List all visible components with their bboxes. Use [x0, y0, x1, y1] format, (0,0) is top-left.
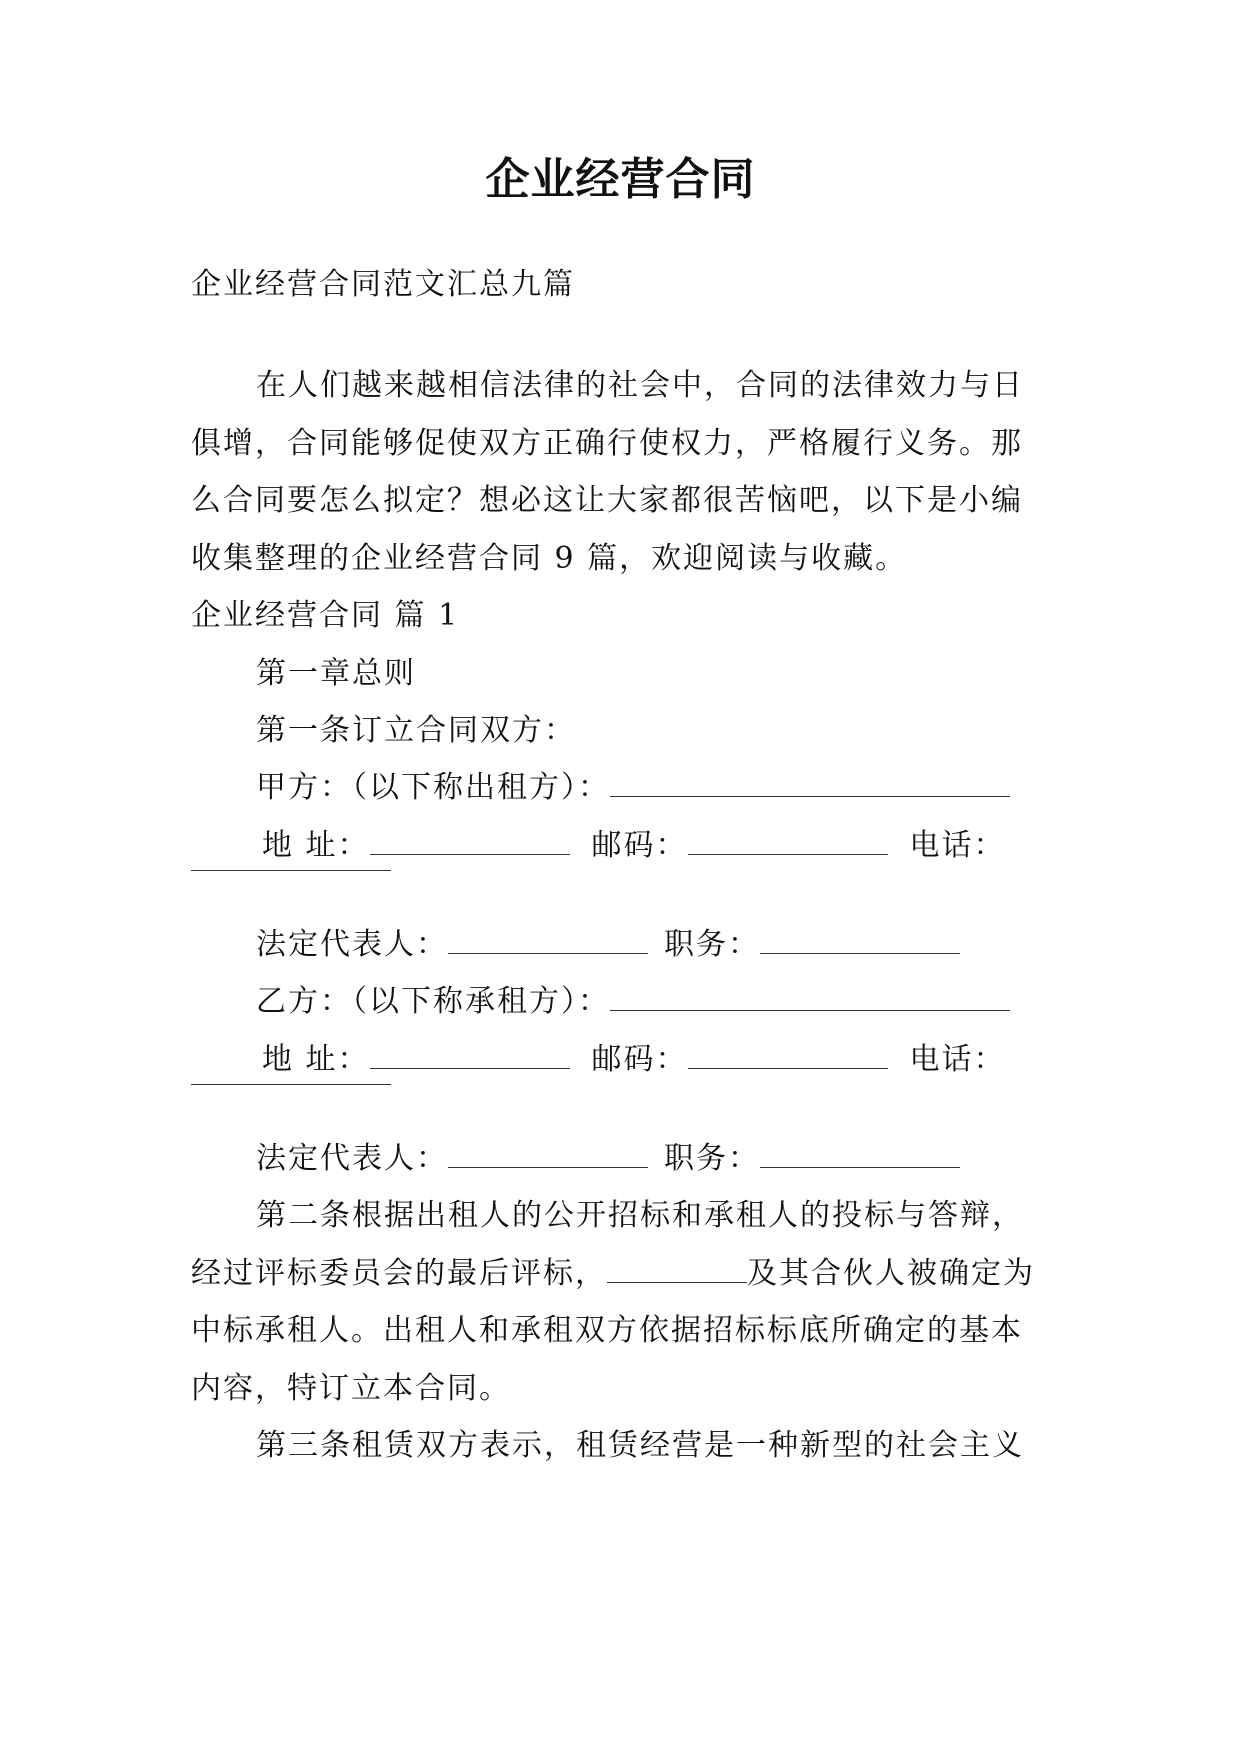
party-a-postcode-blank — [688, 828, 888, 855]
page-title: 企业经营合同 — [485, 154, 756, 205]
party-a-phone-label: 电话： — [909, 828, 1006, 863]
intro-line-4: 收集整理的企业经营合同 9 篇，欢迎阅读与收藏。 — [191, 541, 908, 576]
article-2-pre: 经过评标委员会的最后评标， — [191, 1256, 607, 1291]
section-heading: 企业经营合同 篇 1 — [191, 598, 460, 633]
party-a-postcode-label: 邮码： — [591, 828, 688, 863]
article-2-post: 及其合伙人被确定为 — [747, 1256, 1035, 1291]
party-b-postcode-blank — [688, 1042, 888, 1069]
party-b-label: 乙方：（以下称承租方）： — [256, 984, 610, 1019]
party-b-postcode-label: 邮码： — [591, 1042, 688, 1077]
party-a-address-blank — [370, 828, 570, 855]
party-b-rep-label: 法定代表人： — [256, 1141, 448, 1176]
article-2-line-3: 中标承租人。出租人和承租双方依据招标标底所确定的基本 — [191, 1313, 1023, 1348]
chapter-heading: 第一章总则 — [256, 656, 416, 691]
party-a-label: 甲方：（以下称出租方）： — [256, 770, 610, 805]
party-a-rep-blank — [448, 927, 648, 954]
article-2-line-4: 内容，特订立本合同。 — [191, 1371, 511, 1406]
winner-name-blank — [607, 1256, 747, 1283]
party-b-position-blank — [760, 1141, 960, 1168]
article-1: 第一条订立合同双方： — [256, 713, 576, 748]
intro-line-2: 俱增，合同能够促使双方正确行使权力，严格履行义务。那 — [191, 426, 1023, 461]
party-b-line — [256, 982, 1010, 1022]
party-b-rep-line — [256, 1139, 960, 1179]
party-b-position-label: 职务： — [664, 1141, 760, 1176]
party-b-address-blank — [370, 1042, 570, 1069]
party-a-contact-line — [262, 826, 1006, 866]
article-2-line-1: 第二条根据出租人的公开招标和承租人的投标与答辩， — [256, 1198, 1024, 1233]
document-subtitle: 企业经营合同范文汇总九篇 — [191, 267, 575, 302]
party-a-rep-line — [256, 925, 960, 965]
party-b-phone-blank — [191, 1084, 391, 1085]
party-a-address-label: 地 址： — [262, 828, 370, 863]
party-a-position-label: 职务： — [664, 927, 760, 962]
party-b-blank — [610, 984, 1010, 1011]
party-a-position-blank — [760, 927, 960, 954]
article-3-line-1: 第三条租赁双方表示，租赁经营是一种新型的社会主义 — [256, 1428, 1024, 1463]
intro-line-3: 么合同要怎么拟定？想必这让大家都很苦恼吧，以下是小编 — [191, 483, 1023, 518]
party-b-rep-blank — [448, 1141, 648, 1168]
intro-line-1: 在人们越来越相信法律的社会中，合同的法律效力与日 — [256, 368, 1024, 403]
party-b-phone-label: 电话： — [909, 1042, 1006, 1077]
party-a-rep-label: 法定代表人： — [256, 927, 448, 962]
party-a-line — [256, 768, 1010, 808]
party-b-contact-line — [262, 1040, 1006, 1080]
party-b-address-label: 地 址： — [262, 1042, 370, 1077]
party-a-phone-blank — [191, 870, 391, 871]
article-2-line-2 — [191, 1254, 1035, 1294]
party-a-blank — [610, 770, 1010, 797]
